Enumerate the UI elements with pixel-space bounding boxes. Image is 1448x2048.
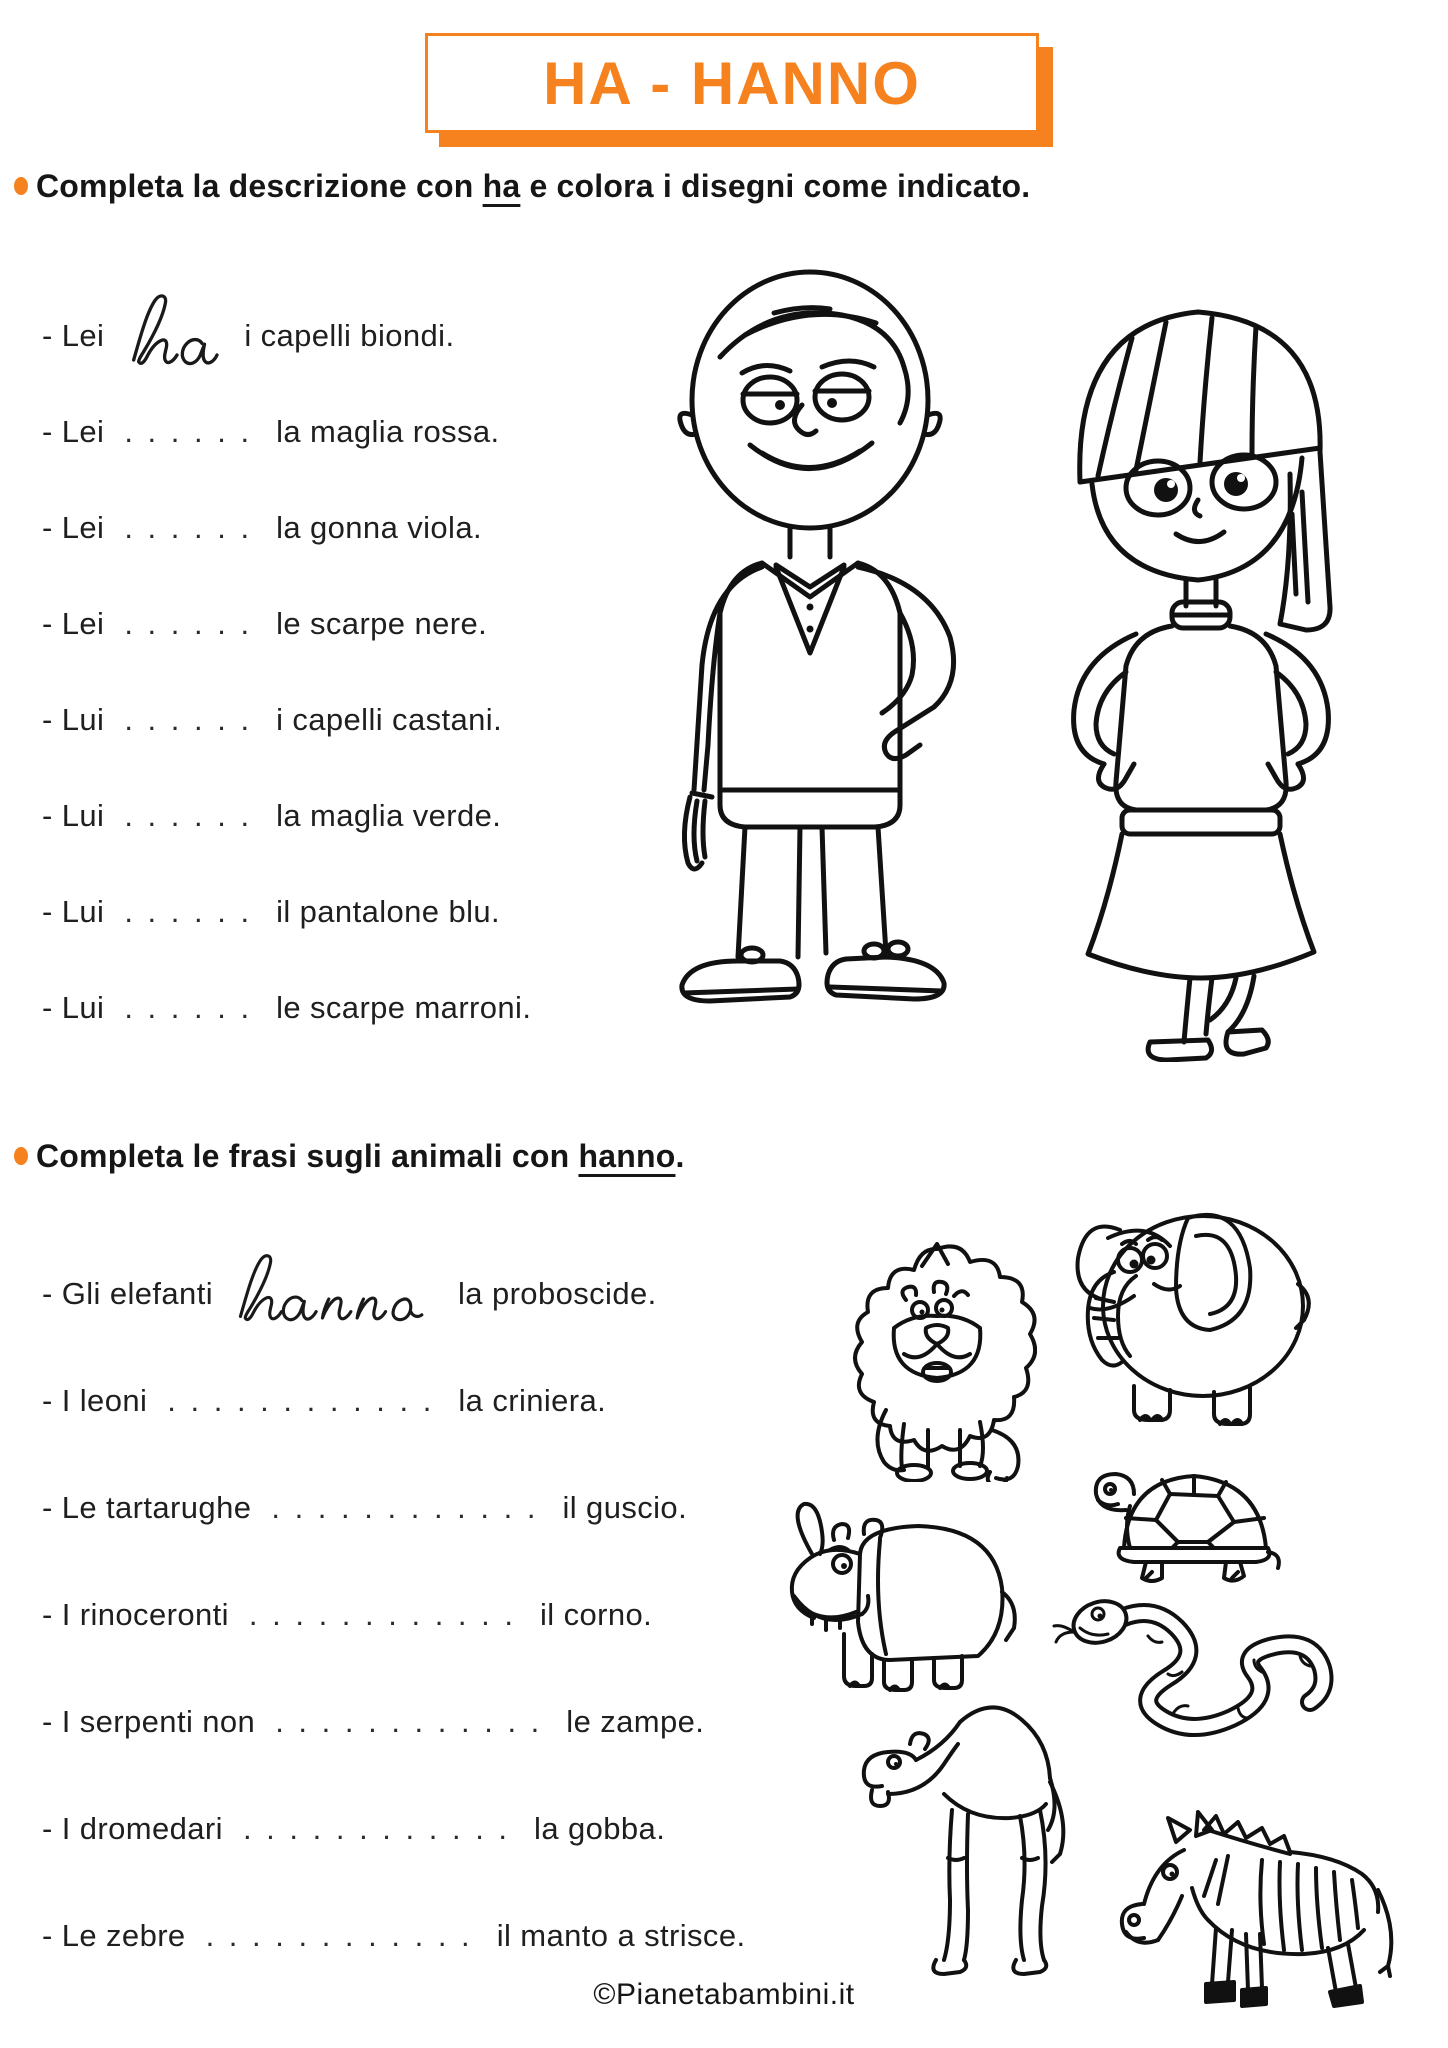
instruction-keyword: ha <box>482 168 521 204</box>
answer-blank[interactable]: . . . . . . <box>124 702 253 737</box>
answer-blank[interactable]: . . . . . . . . . . . . <box>205 1917 473 1953</box>
sentence-row <box>42 480 531 576</box>
instruction-pre: Completa le frasi sugli animali con <box>36 1138 579 1174</box>
handwritten-hanno <box>231 1248 436 1328</box>
girl-figure <box>1040 262 1360 1062</box>
title-box <box>425 33 1039 133</box>
sentence-row <box>42 672 531 768</box>
sentence-lead: - Lui <box>42 990 105 1025</box>
sentence-rest: il manto a strisce. <box>496 1917 746 1953</box>
sentence-row <box>42 1882 745 1989</box>
footer-site: Pianetabambini.it <box>615 1978 855 2011</box>
sentence-rest: la maglia verde. <box>276 798 502 833</box>
sentence-row <box>42 1775 745 1882</box>
elephant-figure <box>1038 1188 1313 1428</box>
section2-instruction <box>14 1138 685 1175</box>
answer-blank[interactable]: . . . . . . . . . . . . <box>242 1810 511 1846</box>
sentence-row <box>42 1561 745 1668</box>
orange-bullet-icon <box>14 1147 28 1165</box>
snake-figure <box>1052 1576 1352 1756</box>
sentence-lead: - Lei <box>42 510 105 545</box>
sentence-lead: - I serpenti non <box>42 1703 256 1739</box>
answer-blank[interactable]: . . . . . . <box>124 510 253 545</box>
page-title: HA - HANNO <box>543 49 921 117</box>
handwritten-ha <box>122 290 222 370</box>
section2-sentences <box>42 1240 745 1989</box>
sentence-rest: il guscio. <box>562 1489 688 1525</box>
answer-blank[interactable]: . . . . . . . . . . . . <box>248 1596 517 1632</box>
answer-blank[interactable]: . . . . . . <box>124 990 253 1025</box>
sentence-rest: la gobba. <box>534 1810 666 1846</box>
section1-instruction <box>14 168 1030 205</box>
sentence-row <box>42 1454 745 1561</box>
sentence-lead: - Lei <box>42 414 105 449</box>
boy-figure <box>650 245 990 1045</box>
instruction-keyword: hanno <box>578 1138 676 1174</box>
sentence-lead: - Gli elefanti <box>42 1275 213 1311</box>
sentence-rest: la proboscide. <box>458 1275 657 1311</box>
answer-blank[interactable]: . . . . . . <box>124 798 253 833</box>
sentence-row <box>42 288 531 384</box>
answer-blank[interactable]: . . . . . . . . . . . . <box>275 1703 543 1739</box>
sentence-rest: il corno. <box>540 1596 653 1632</box>
sentence-row <box>42 1347 745 1454</box>
sentence-rest: il pantalone blu. <box>276 894 501 929</box>
sentence-lead: - Lei <box>42 318 105 353</box>
instruction-pre: Completa la descrizione con <box>36 168 483 204</box>
sentence-lead: - Lui <box>42 894 105 929</box>
sentence-rest: le scarpe marroni. <box>276 990 532 1025</box>
sentence-rest: la gonna viola. <box>276 510 482 545</box>
sentence-lead: - Lui <box>42 702 105 737</box>
section1-sentences <box>42 288 531 1056</box>
sentence-lead: - I leoni <box>42 1382 148 1418</box>
sentence-row <box>42 864 531 960</box>
sentence-lead: - I rinoceronti <box>42 1596 229 1632</box>
sentence-lead: - Le zebre <box>42 1917 186 1953</box>
sentence-row <box>42 576 531 672</box>
sentence-lead: - I dromedari <box>42 1810 223 1846</box>
rhino-figure <box>768 1492 1023 1697</box>
camel-figure <box>852 1698 1092 1998</box>
section2-instruction-text <box>36 1138 685 1175</box>
section1-instruction-text <box>36 168 1030 205</box>
sentence-row <box>42 960 531 1056</box>
orange-bullet-icon <box>14 177 28 195</box>
sentence-lead: - Lui <box>42 798 105 833</box>
lion-figure <box>842 1232 1037 1482</box>
sentence-rest: i capelli castani. <box>276 702 503 737</box>
answer-blank[interactable]: . . . . . . <box>124 414 253 449</box>
answer-blank[interactable]: . . . . . . <box>124 894 253 929</box>
copyright-icon: © <box>593 1978 616 2011</box>
instruction-post: e colora i disegni come indicato. <box>520 168 1031 204</box>
instruction-post: . <box>675 1138 685 1174</box>
answer-blank[interactable]: . . . . . . <box>124 606 253 641</box>
sentence-row <box>42 1240 745 1347</box>
sentence-row <box>42 768 531 864</box>
answer-blank[interactable]: . . . . . . . . . . . . <box>271 1489 539 1525</box>
sentence-rest: le scarpe nere. <box>276 606 488 641</box>
sentence-rest: le zampe. <box>566 1703 705 1739</box>
sentence-rest: la criniera. <box>458 1382 607 1418</box>
sentence-rest: i capelli biondi. <box>244 318 455 353</box>
footer <box>0 1978 1448 2012</box>
answer-blank[interactable]: . . . . . . . . . . . . <box>167 1382 435 1418</box>
sentence-rest: la maglia rossa. <box>276 414 500 449</box>
sentence-lead: - Le tartarughe <box>42 1489 252 1525</box>
turtle-figure <box>1086 1456 1281 1586</box>
sentence-lead: - Lei <box>42 606 105 641</box>
sentence-row <box>42 1668 745 1775</box>
sentence-row <box>42 384 531 480</box>
